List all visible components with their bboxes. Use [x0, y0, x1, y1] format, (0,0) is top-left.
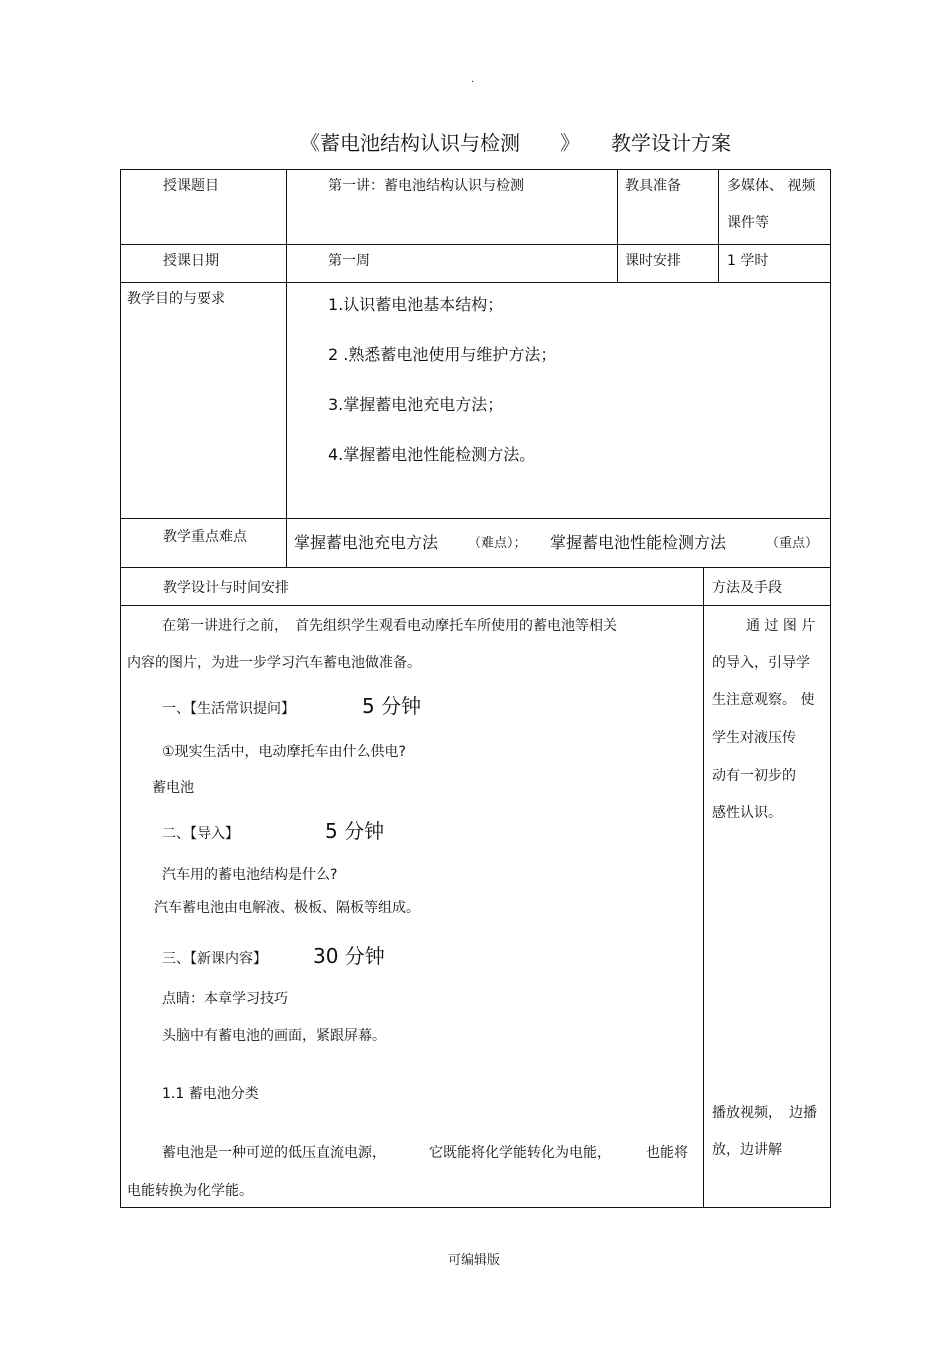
method-note: 感性认识。 — [712, 805, 782, 821]
objective-item: 3.掌握蓄电池充电方法； — [328, 395, 504, 414]
keypoint-focus: 掌握蓄电池性能检测方法 — [550, 533, 727, 552]
paragraph-text: 它既能将化学能转化为电能， — [429, 1145, 611, 1161]
topic-value: 第一讲：蓄电池结构认识与检测 — [328, 178, 524, 194]
header-dot: . — [471, 74, 475, 85]
section-1-answer: 蓄电池 — [152, 780, 194, 796]
objectives-label: 教学目的与要求 — [127, 291, 225, 307]
row-divider — [120, 282, 831, 283]
keypoint-difficulty: 掌握蓄电池充电方法 — [294, 533, 439, 552]
section-2-answer: 汽车蓄电池由电解液、极板、隔板等组成。 — [154, 900, 420, 916]
paragraph-text-cont: 电能转换为化学能。 — [127, 1183, 253, 1199]
row-divider — [120, 567, 831, 568]
date-label: 授课日期 — [163, 253, 219, 269]
equipment-label: 教具准备 — [625, 178, 681, 194]
method-note: 通 过 图 片 — [746, 618, 816, 634]
col-divider — [617, 169, 618, 283]
row-divider — [120, 244, 831, 245]
section-2-duration: 5 分钟 — [325, 819, 385, 843]
table-border-right — [830, 169, 831, 1208]
method-note: 动有一初步的 — [712, 768, 796, 784]
design-column-header: 教学设计与时间安排 — [163, 580, 289, 596]
section-3-note: 头脑中有蓄电池的画面，紧跟屏幕。 — [162, 1028, 386, 1044]
objective-item: 4.掌握蓄电池性能检测方法。 — [328, 445, 536, 464]
topic-label: 授课题目 — [163, 178, 219, 194]
method-note-video: 放，边讲解 — [712, 1142, 782, 1158]
intro-text-cont: 内容的图片，为进一步学习汽车蓄电池做准备。 — [127, 655, 421, 671]
table-border-top — [120, 169, 831, 170]
method-note: 的导入，引导学 — [712, 655, 810, 671]
keypoint-focus-tag: （重点） — [766, 536, 819, 551]
document-title-suffix: 教学设计方案 — [611, 131, 731, 155]
hours-label: 课时安排 — [625, 253, 681, 269]
col-divider — [718, 169, 719, 283]
section-2-question: 汽车用的蓄电池结构是什么? — [162, 867, 338, 883]
row-divider — [120, 518, 831, 519]
paragraph-text: 也能将 — [646, 1145, 688, 1161]
section-3-duration: 30 分钟 — [313, 944, 385, 968]
section-2-heading: 二、【导入】 — [162, 826, 239, 842]
row-divider — [120, 605, 831, 606]
keypoints-label: 教学重点难点 — [163, 529, 247, 545]
section-3-heading: 三、【新课内容】 — [162, 951, 267, 967]
table-border-left — [120, 169, 121, 1208]
hours-value: 1 学时 — [727, 253, 769, 269]
method-note: 学生对液压传 — [712, 730, 796, 746]
method-column-header: 方法及手段 — [712, 580, 782, 596]
document-title: 《蓄电池结构认识与检测 》 — [300, 131, 580, 155]
col-divider — [286, 169, 287, 568]
equipment-value-cont: 课件等 — [727, 215, 769, 231]
objective-item: 1.认识蓄电池基本结构； — [328, 295, 504, 314]
subsection-title: 1.1 蓄电池分类 — [162, 1086, 259, 1102]
intro-text: 在第一讲进行之前， 首先组织学生观看电动摩托车所使用的蓄电池等相关 — [162, 618, 617, 634]
lesson-plan-table — [120, 169, 831, 1208]
keypoint-difficulty-tag: （难点）； — [468, 536, 527, 551]
equipment-value: 多媒体、 视频 — [727, 178, 816, 194]
section-1-question: ①现实生活中，电动摩托车由什么供电? — [162, 744, 406, 760]
table-border-bottom — [120, 1207, 831, 1208]
method-note-video: 播放视频， 边播 — [712, 1105, 817, 1121]
method-note: 生注意观察。 使 — [712, 692, 815, 708]
section-1-duration: 5 分钟 — [362, 694, 422, 718]
footer-label: 可编辑版 — [448, 1253, 501, 1268]
section-1-heading: 一、【生活常识提问】 — [162, 701, 295, 717]
objective-item: 2 .熟悉蓄电池使用与维护方法； — [328, 345, 557, 364]
paragraph-text: 蓄电池是一种可逆的低压直流电源， — [162, 1145, 386, 1161]
date-value: 第一周 — [328, 253, 370, 269]
section-3-tip: 点睛：本章学习技巧 — [162, 991, 288, 1007]
col-divider — [703, 567, 704, 1208]
